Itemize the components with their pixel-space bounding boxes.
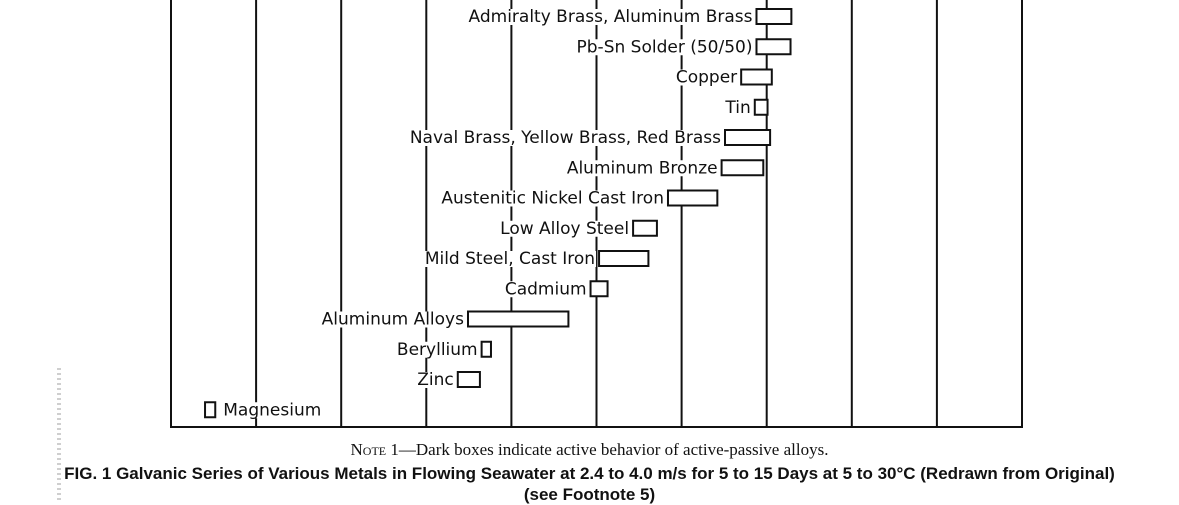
- bar-label: Beryllium: [396, 339, 478, 360]
- bar-label: Low Alloy Steel: [500, 218, 630, 239]
- bar-label: Tin: [725, 97, 751, 118]
- bar: [591, 281, 608, 296]
- bar-label: Admiralty Brass, Aluminum Brass: [468, 7, 753, 27]
- bar: [722, 160, 764, 175]
- figure-caption: [0, 463, 1179, 505]
- bar-label: Naval Brass, Yellow Brass, Red Brass: [409, 128, 722, 148]
- chart-note: [0, 440, 1179, 460]
- bar: [755, 100, 768, 115]
- bar: [599, 251, 648, 266]
- bar: [756, 9, 791, 24]
- caption-line-1: FIG. 1 Galvanic Series of Various Metals in Flowing Seawater at 2.4 to 4.0 m/s for 5 to 15 Days at 5 to 30°C (Redrawn from Original): [64, 464, 1115, 483]
- bar: [756, 39, 790, 54]
- caption-line-2: (see Footnote 5): [523, 485, 656, 504]
- bar-label: Mild Steel, Cast Iron: [424, 249, 596, 269]
- bar: [668, 191, 717, 206]
- label-layer: [222, 7, 753, 420]
- bar: [482, 342, 491, 357]
- bar: [205, 402, 215, 417]
- bar-label: Aluminum Bronze: [566, 158, 718, 179]
- bar-label: Magnesium: [223, 400, 322, 421]
- bar-label: Zinc: [417, 370, 454, 390]
- grid-layer: [171, 0, 1022, 427]
- bar-label: Aluminum Alloys: [321, 309, 464, 330]
- bar: [725, 130, 770, 145]
- note-body: —Dark boxes indicate active behavior of active-passive alloys.: [398, 440, 829, 459]
- bar: [633, 221, 657, 236]
- note-head: Note 1: [350, 440, 399, 459]
- bar: [741, 70, 772, 85]
- bar: [468, 312, 568, 327]
- bar: [458, 372, 480, 387]
- bar-label: Pb-Sn Solder (50/50): [576, 37, 753, 58]
- bar-label: Copper: [675, 67, 738, 88]
- bar-label: Austenitic Nickel Cast Iron: [441, 188, 664, 209]
- bar-label: Cadmium: [504, 279, 587, 300]
